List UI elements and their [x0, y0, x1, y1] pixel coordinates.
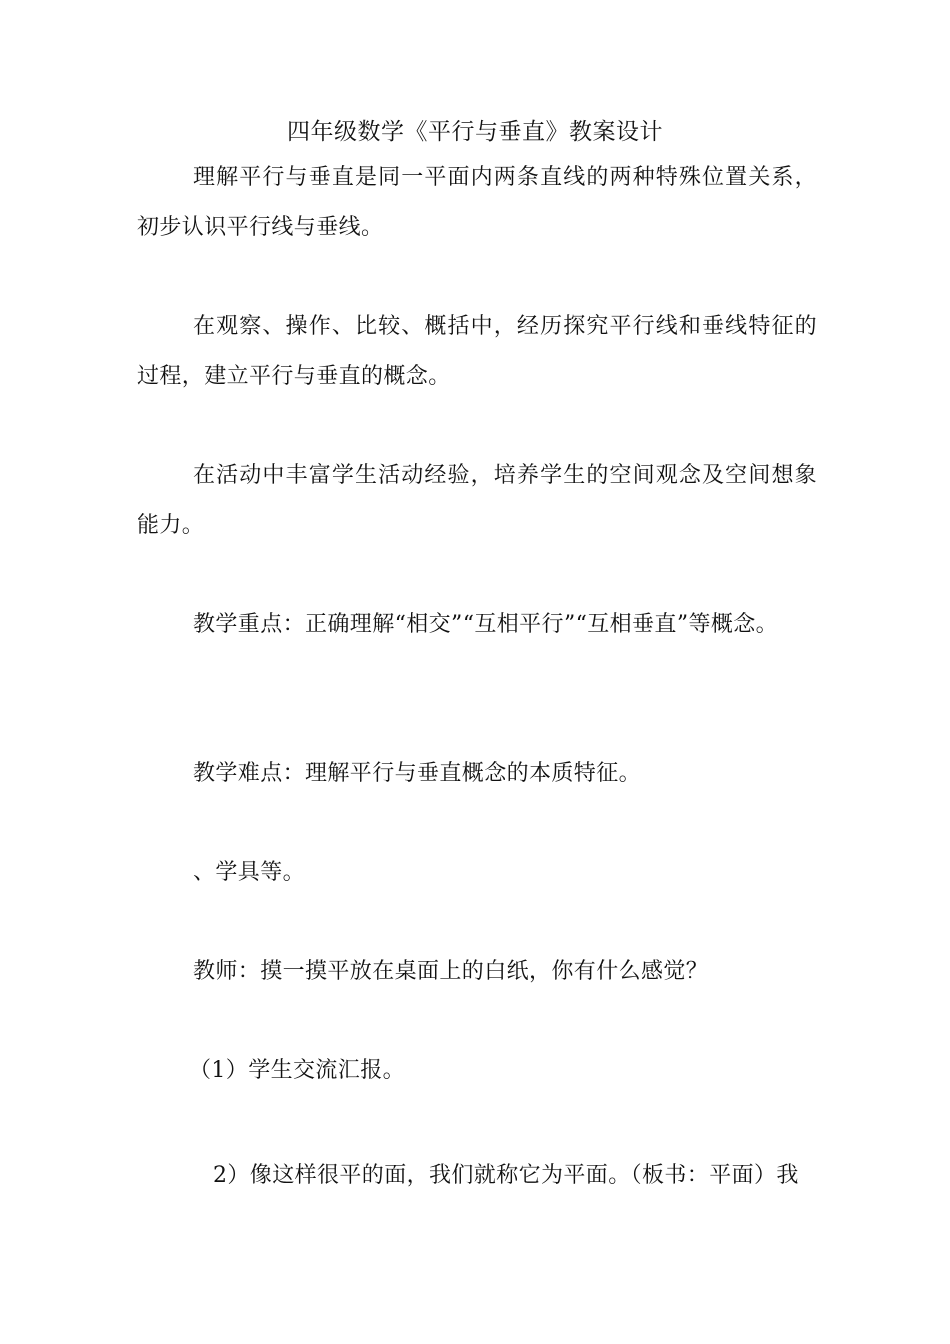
- paragraph-teacher-prompt: 教师：摸一摸平放在桌面上的白纸，你有什么感觉？: [193, 959, 709, 984]
- paragraph-materials: 、学具等。: [193, 860, 306, 885]
- paragraph-objective-3: 在活动中丰富学生活动经验，培养学生的空间观念及空间想象能力。: [137, 463, 817, 538]
- paragraph-difficulty: 教学难点：理解平行与垂直概念的本质特征。: [193, 761, 642, 786]
- paragraph-key-point: 教学重点：正确理解“相交”“互相平行”“互相垂直”等概念。: [193, 612, 779, 637]
- paragraph-objective-1: 理解平行与垂直是同一平面内两条直线的两种特殊位置关系，初步认识平行线与垂线。: [137, 165, 817, 240]
- document-title: 四年级数学《平行与垂直》教案设计: [287, 119, 663, 145]
- paragraph-step-2: 2）像这样很平的面，我们就称它为平面。（板书：平面）我: [213, 1163, 799, 1188]
- paragraph-step-1: （1）学生交流汇报。: [189, 1058, 405, 1083]
- paragraph-objective-2: 在观察、操作、比较、概括中，经历探究平行线和垂线特征的过程，建立平行与垂直的概念。: [137, 314, 817, 389]
